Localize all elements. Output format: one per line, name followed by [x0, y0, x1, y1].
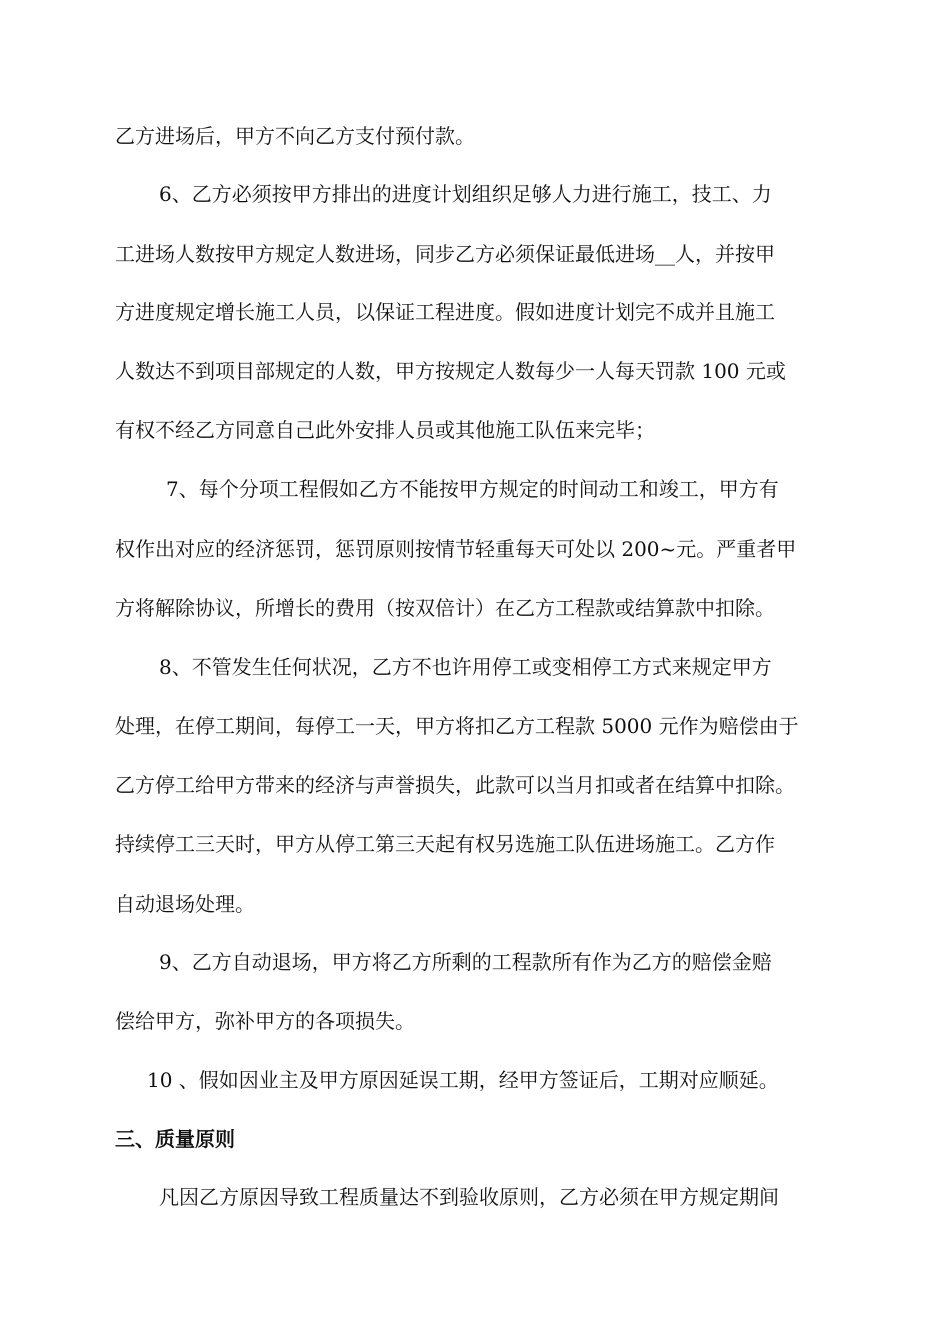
- text-line-6: 有权不经乙方同意自己此外安排人员或其他施工队伍来完毕；: [115, 418, 655, 442]
- text-line-12: 乙方停工给甲方带来的经济与声誉损失，此款可以当月扣或者在结算中扣除。: [115, 773, 795, 797]
- text-line-19: 凡因乙方原因导致工程质量达不到验收原则，乙方必须在甲方规定期间: [159, 1185, 779, 1209]
- text-line-16: 偿给甲方，弥补甲方的各项损失。: [115, 1009, 415, 1033]
- text-line-17: 10 、假如因业主及甲方原因延误工期，经甲方签证后，工期对应顺延。: [147, 1068, 779, 1092]
- text-line-5: 人数达不到项目部规定的人数，甲方按规定人数每少一人每天罚款 100 元或: [115, 359, 786, 383]
- text-line-4: 方进度规定增长施工人员，以保证工程进度。假如进度计划完不成并且施工: [115, 300, 775, 324]
- text-line-15: 9、乙方自动退场，甲方将乙方所剩的工程款所有作为乙方的赔偿金赔: [159, 950, 772, 974]
- text-line-8: 权作出对应的经济惩罚，惩罚原则按情节轻重每天可处以 200~元。严重者甲: [115, 537, 797, 561]
- text-line-7: 7、每个分项工程假如乙方不能按甲方规定的时间动工和竣工，甲方有: [166, 477, 779, 501]
- text-line-11: 处理，在停工期间，每停工一天，甲方将扣乙方工程款 5000 元作为赔偿由于: [115, 714, 799, 738]
- text-line-10: 8、不管发生任何状况，乙方不也许用停工或变相停工方式来规定甲方: [159, 655, 772, 679]
- section-heading: 三、质量原则: [115, 1127, 235, 1151]
- text-line-1: 乙方进场后，甲方不向乙方支付预付款。: [115, 124, 475, 148]
- text-line-2: 6、乙方必须按甲方排出的进度计划组织足够人力进行施工，技工、力: [159, 182, 772, 206]
- text-line-13: 持续停工三天时，甲方从停工第三天起有权另选施工队伍进场施工。乙方作: [115, 832, 775, 856]
- text-line-3: 工进场人数按甲方规定人数进场，同步乙方必须保证最低进场__人，并按甲: [115, 242, 775, 266]
- text-line-14: 自动退场处理。: [115, 892, 255, 916]
- text-line-9: 方将解除协议，所增长的费用（按双倍计）在乙方工程款或结算款中扣除。: [115, 596, 775, 620]
